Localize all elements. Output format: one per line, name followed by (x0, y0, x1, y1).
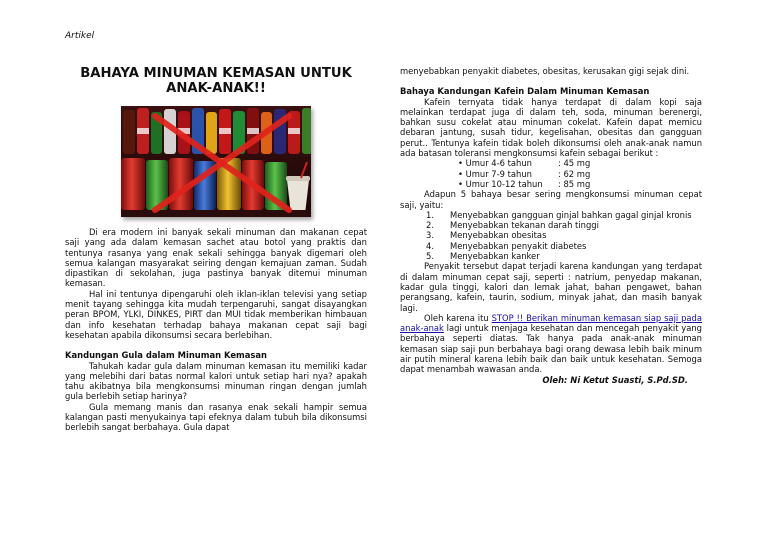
list-item: 3. Menyebabkan obesitas (426, 230, 547, 241)
drinks-illustration (121, 106, 311, 217)
paragraph-gula-manis: Gula memang manis dan rasanya enak sekali hampir semua kalangan pasti menyukainya tapi efeknya dalam tubuh bila dikonsumsi berlebih sangat berbahaya. Gula dapat (65, 401, 367, 433)
paragraph-intro: Di era modern ini banyak sekali minuman dan makanan cepat saji yang ada dalam kemasan sachet atau botol yang praktis dan tentunya rasanya yang enak sekali sehingga banyak digemari oleh semua kalangan masyarakat seiring dengan kemajuan zaman. Sudah dipastikan di sekolahan, juga pastinya banyak ditemui minuman kemasan. (65, 227, 367, 289)
list-item: 5. Menyebabkan kanker (426, 251, 540, 262)
heading-kafein: Bahaya Kandungan Kafein Dalam Minuman Kemasan (400, 86, 650, 97)
list-item: • Umur 7-9 tahun : 62 mg (458, 168, 591, 179)
paragraph-kadar-gula: Tahukah kadar gula dalam minuman kemasan itu memiliki kadar yang melebihi dari batas normal kalori untuk setiap hari nya? apakah tahu akibatnya bila mengkonsumsi minuman ringan dengan jumlah gula berlebih setiap harinya? (65, 360, 367, 402)
article-photo (121, 106, 311, 217)
author-signature: Oleh: Ni Ketut Suasti, S.Pd.SD. (542, 374, 688, 385)
paragraph-penyakit: Penyakit tersebut dapat terjadi karena kandungan yang terdapat di dalam minuman cepat saji, seperti : natrium, penyedap makanan, kadar gula tinggi, kalori dan lemak jahat, bahan pengawet, bahan perangsang, kafein, taurin, sodium, minyak jahat, dan masih banyak lagi. (400, 261, 702, 313)
list-item: • Umur 10-12 tahun : 85 mg (458, 178, 591, 189)
paragraph-bahaya-intro: Adapun 5 bahaya besar sering mengkonsumsi minuman cepat saji, yaitu: (400, 189, 702, 210)
list-item: • Umur 4-6 tahun : 45 mg (458, 158, 591, 169)
stop-article-link[interactable]: STOP !! Berikan minuman kemasan siap saji pada anak-anak (400, 312, 702, 334)
heading-gula: Kandungan Gula dalam Minuman Kemasan (65, 350, 268, 361)
list-item: 4. Menyebabkan penyakit diabetes (426, 240, 587, 251)
list-item: 1. Menyebabkan gangguan ginjal bahkan gagal ginjal kronis (426, 209, 692, 220)
paragraph-penutup: Oleh karena itu STOP !! Berikan minuman kemasan siap saji pada anak-anak lagi untuk menjaga kesehatan dan mencegah penyakit yang berbahaya seperti diatas. Tak hanya pada anak-anak minuman kemasan siap saji pun berbahaya bagi orang dewasa lebih baik minum air putih mineral karena lebih baik dan baik untuk kesehatan. Semoga dapat menambah wawasan anda. (400, 312, 702, 375)
left-column (65, 66, 367, 433)
list-item: 2. Menyebabkan tekanan darah tinggi (426, 220, 599, 231)
paragraph-continued: menyebabkan penyakit diabetes, obesitas, kerusakan gigi sejak dini. (400, 66, 690, 76)
right-column (400, 66, 702, 385)
paragraph-kafein: Kafein ternyata tidak hanya terdapat di dalam kopi saja melainkan terdapat juga di dalam teh, soda, minuman berenergi, bahkan susu cokelat atau minuman cokelat. Kafein dapat memicu debaran jantung, susah tidur, kegelisahan, obesitas dan gangguan perut.. Tentunya kafein tidak boleh dikonsumsi oleh anak-anak namun ada batasan toleransi mengkonsumsi kafein sebagai berikut : (400, 96, 702, 159)
caffeine-limit-list (400, 158, 702, 189)
paragraph-iklan: Hal ini tentunya dipengaruhi oleh iklan-iklan televisi yang setiap menit tayang sehingga kita mudah terpengaruhi, sangat disayangkan peran BPOM, YLKI, DINKES, PIRT dan MUI tidak memberikan himbauan dan info kesehatan terhadap bahaya makanan cepat saji bagi kesehatan apabila dikonsumsi secara berlebihan. (65, 288, 367, 340)
article-title: BAHAYA MINUMAN KEMASAN UNTUK ANAK-ANAK!! (80, 66, 352, 96)
section-label: Artikel (65, 31, 95, 41)
danger-list (400, 210, 702, 261)
